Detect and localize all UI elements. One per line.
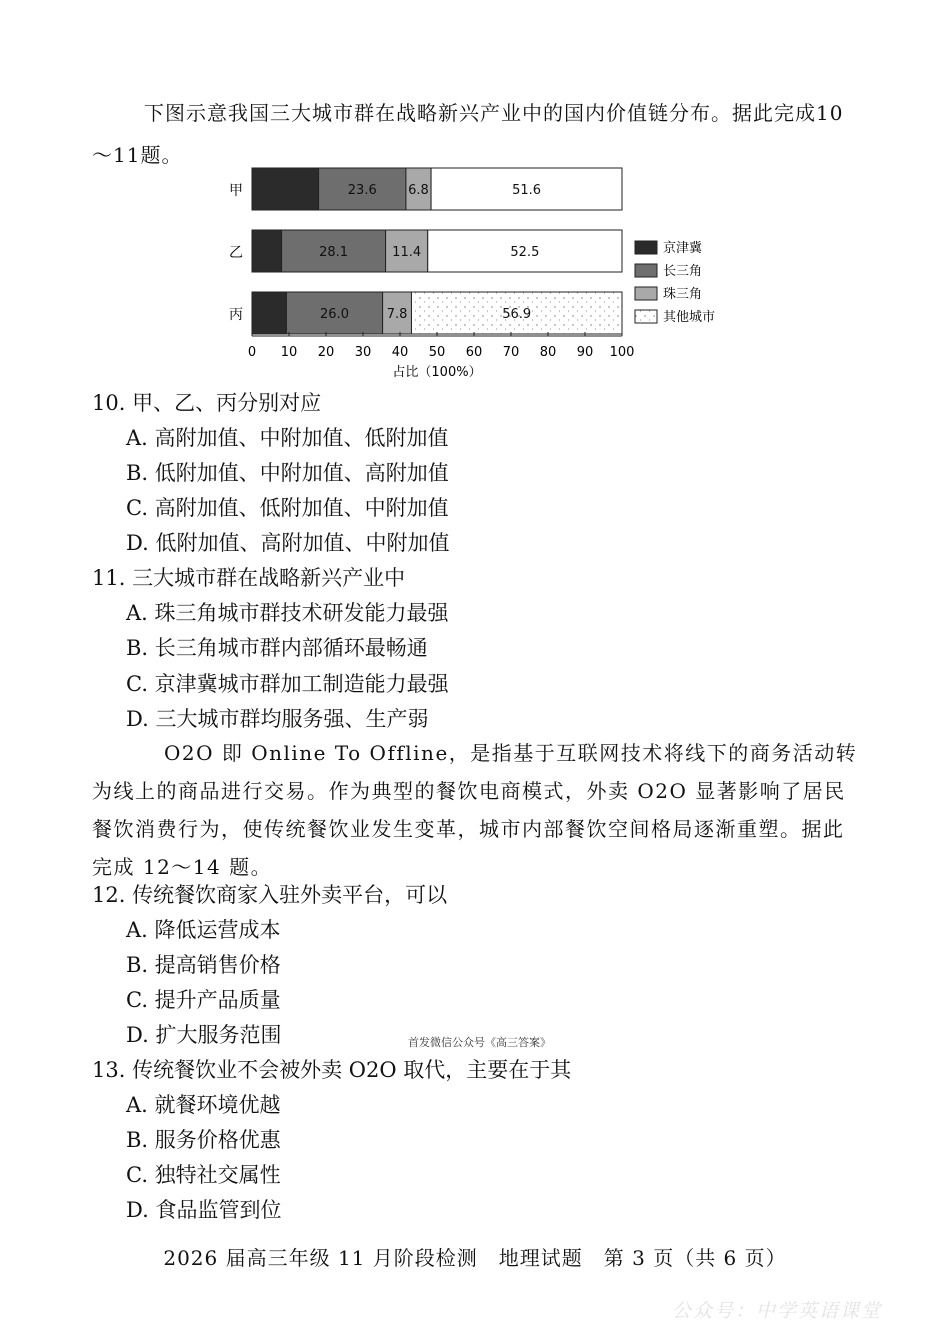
intro-paragraph: 下图示意我国三大城市群在战略新兴产业中的国内价值链分布。据此完成10～11题。 [92, 101, 844, 167]
x-tick-label: 90 [576, 345, 594, 360]
data-label: 28.1 [319, 245, 349, 260]
x-tick-label: 20 [317, 345, 335, 360]
corner-watermark: 公众号：中学英语课堂 [672, 1300, 883, 1322]
question-11-option-d: D. 三大城市群均服务强、生产弱 [126, 707, 429, 731]
question-10-stem: 10. 甲、乙、丙分别对应 [92, 391, 322, 415]
question-13-option-d: D. 食品监管到位 [126, 1198, 282, 1222]
x-tick-label: 50 [428, 345, 446, 360]
legend-label: 其他城市 [663, 310, 716, 325]
question-13-option-c: C. 独特社交属性 [126, 1163, 281, 1187]
data-label: 56.9 [502, 307, 532, 322]
legend-label: 京津冀 [663, 241, 703, 256]
legend-swatch [635, 241, 657, 254]
data-label: 7.8 [386, 307, 408, 322]
question-10-option-a: A. 高附加值、中附加值、低附加值 [126, 426, 449, 450]
x-tick-label: 0 [247, 345, 257, 360]
x-tick-label: 60 [465, 345, 483, 360]
center-watermark: 首发微信公众号《高三答案》 [408, 1036, 551, 1049]
question-11-option-b: B. 长三角城市群内部循环最畅通 [126, 636, 428, 660]
legend-swatch [635, 310, 657, 323]
x-tick-label: 30 [354, 345, 372, 360]
question-11-option-c: C. 京津冀城市群加工制造能力最强 [126, 672, 449, 696]
question-11-stem: 11. 三大城市群在战略新兴产业中 [92, 566, 406, 590]
question-11-option-a: A. 珠三角城市群技术研发能力最强 [126, 601, 449, 625]
question-12-option-a: A. 降低运营成本 [126, 918, 281, 942]
stacked-bar-chart [220, 160, 740, 382]
o2o-paragraph: O2O 即 Online To Offline，是指基于互联网技术将线下的商务活动转为线上的商品进行交易。作为典型的餐饮电商模式，外卖 O2O 显著影响了居民餐饮消费行为，使传统餐饮业发生变革，城市内部餐饮空间格局逐渐重塑。据此完成 12～14 题。 [92, 741, 858, 879]
question-12-option-b: B. 提高销售价格 [126, 953, 281, 977]
question-13-stem: 13. 传统餐饮业不会被外卖 O2O 取代，主要在于其 [92, 1058, 572, 1082]
data-label: 51.6 [512, 183, 542, 198]
category-label: 乙 [229, 245, 243, 261]
x-tick-label: 10 [280, 345, 298, 360]
question-13-option-b: B. 服务价格优惠 [126, 1128, 281, 1152]
data-label: 6.8 [408, 183, 429, 198]
data-label: 52.5 [510, 245, 540, 260]
category-label: 丙 [229, 307, 243, 323]
category-label: 甲 [229, 183, 243, 199]
bar-segment [252, 230, 282, 272]
legend-label: 长三角 [663, 264, 703, 279]
question-13-option-a: A. 就餐环境优越 [126, 1093, 281, 1117]
data-label: 23.6 [347, 183, 377, 198]
question-12-option-d: D. 扩大服务范围 [126, 1023, 282, 1047]
question-10-option-b: B. 低附加值、中附加值、高附加值 [126, 461, 449, 485]
page-footer: 2026 届高三年级 11 月阶段检测 地理试题 第 3 页（共 6 页） [163, 1246, 787, 1270]
legend-swatch [635, 264, 657, 277]
bar-segment [252, 168, 319, 210]
question-10-option-c: C. 高附加值、低附加值、中附加值 [126, 496, 449, 520]
x-axis-label: 占比（100%） [392, 365, 482, 380]
data-label: 11.4 [392, 245, 422, 260]
bar-segment [252, 292, 286, 334]
x-tick-label: 80 [539, 345, 557, 360]
legend-label: 珠三角 [663, 287, 703, 302]
data-label: 26.0 [320, 307, 349, 322]
x-tick-label: 100 [609, 345, 635, 360]
legend-swatch [635, 287, 657, 300]
question-12-stem: 12. 传统餐饮商家入驻外卖平台，可以 [92, 883, 448, 907]
question-10-option-d: D. 低附加值、高附加值、中附加值 [126, 531, 450, 555]
question-12-option-c: C. 提升产品质量 [126, 988, 281, 1012]
x-tick-label: 40 [391, 345, 409, 360]
x-tick-label: 70 [502, 345, 520, 360]
